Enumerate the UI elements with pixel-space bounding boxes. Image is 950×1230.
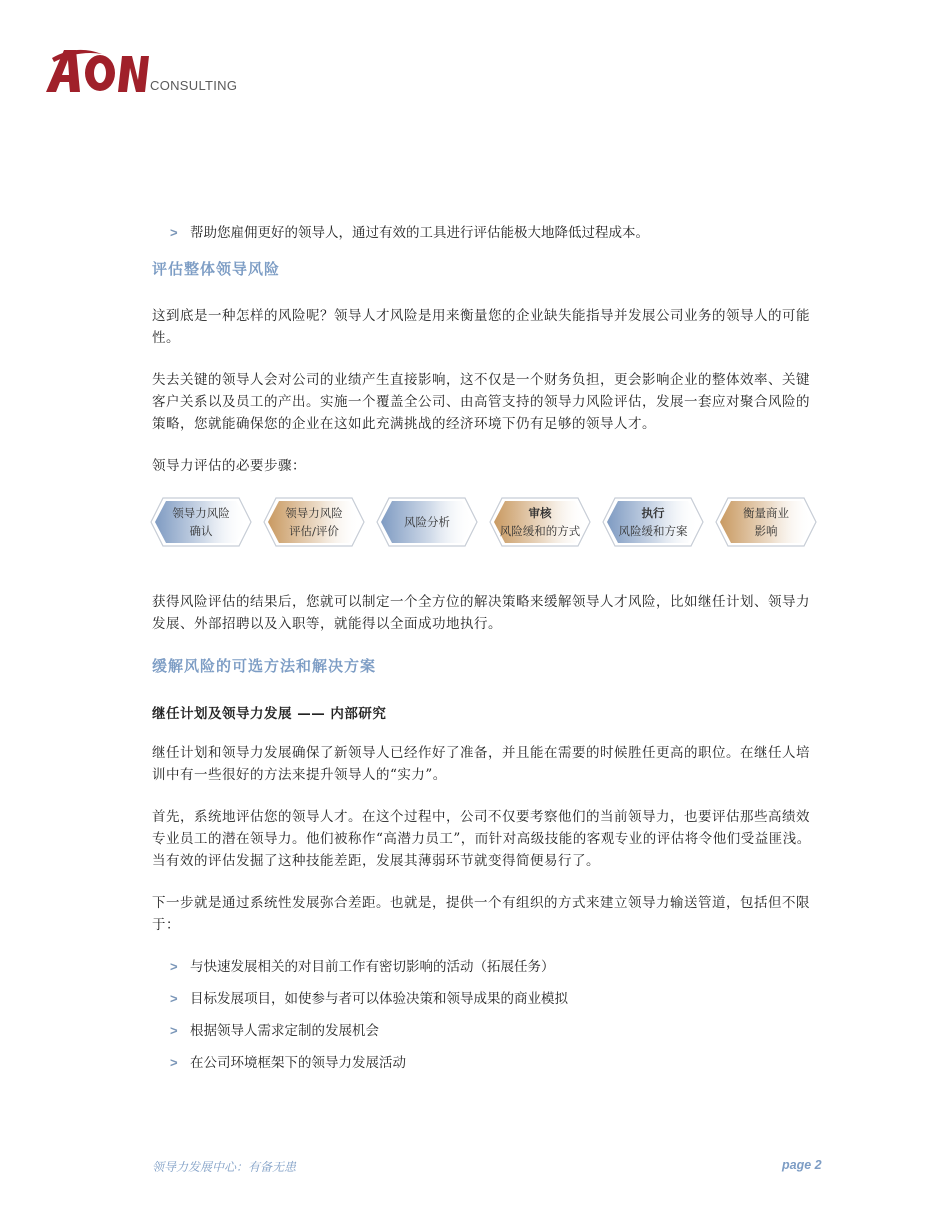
paragraph-steps-intro: 领导力评估的必要步骤： bbox=[152, 458, 306, 474]
paragraph-leader-loss: 失去关键的领导人会对公司的业绩产生直接影响，这不仅是一个财务负担，更会影响企业的整体效率、关键客户关系以及员工的产出。实施一个覆盖全公司、由高管支持的领导力风险评估，发展一套应对聚合风险的策略，您就能确保您的企业在这如此充满挑战的经济环境下仍有足够的领导人才。 bbox=[152, 372, 810, 432]
process-step-title: 风险分析 bbox=[404, 515, 450, 529]
paragraph-succession: 继任计划和领导力发展确保了新领导人已经作好了准备，并且能在需要的时候胜任更高的职位。在继任人培训中有一些很好的方法来提升领导人的“实力”。 bbox=[152, 745, 810, 783]
process-step-title: 领导力风险 bbox=[285, 506, 343, 520]
logo-consulting-text: CONSULTING bbox=[150, 78, 238, 93]
list-item bbox=[152, 956, 822, 978]
process-steps-diagram bbox=[150, 497, 840, 553]
process-step-label bbox=[715, 497, 817, 547]
process-step-title: 审核 bbox=[528, 506, 552, 520]
chevron-right-icon: > bbox=[170, 1055, 178, 1070]
aon-logo-mark bbox=[46, 46, 150, 94]
intro-bullet bbox=[152, 222, 822, 244]
process-step-label bbox=[602, 497, 704, 547]
process-step bbox=[376, 497, 478, 547]
process-step-subtitle: 影响 bbox=[754, 524, 778, 538]
chevron-right-icon: > bbox=[170, 1023, 178, 1038]
process-step bbox=[263, 497, 365, 547]
process-step-title: 领导力风险 bbox=[172, 506, 230, 520]
process-step-subtitle: 风险缓和方案 bbox=[618, 524, 688, 538]
process-step bbox=[715, 497, 817, 547]
page-number: page 2 bbox=[782, 1158, 822, 1172]
process-step-subtitle: 确认 bbox=[189, 524, 213, 538]
section-heading-assess-risk: 评估整体领导风险 bbox=[152, 260, 281, 278]
page-content bbox=[152, 222, 822, 1084]
intro-bullet-text: 帮助您雇佣更好的领导人，通过有效的工具进行评估能极大地降低过程成本。 bbox=[190, 225, 649, 241]
process-step-title: 执行 bbox=[641, 506, 665, 520]
process-step bbox=[150, 497, 252, 547]
paragraph-systematic-assessment: 首先，系统地评估您的领导人才。在这个过程中，公司不仅要考察他们的当前领导力，也要评估那些高绩效专业员工的潜在领导力。他们被称作“高潜力员工”，而针对高级技能的客观专业的评估将令他们受益匪浅。当有效的评估发掘了这种技能差距，发展其薄弱环节就变得简便易行了。 bbox=[152, 809, 811, 869]
development-bullet-list bbox=[152, 956, 822, 1074]
process-step-label bbox=[150, 497, 252, 547]
process-step bbox=[489, 497, 591, 547]
paragraph-after-assessment: 获得风险评估的结果后，您就可以制定一个全方位的解决策略来缓解领导人才风险，比如继任计划、领导力发展、外部招聘以及入职等，就能得以全面成功地执行。 bbox=[152, 594, 810, 632]
process-step-subtitle: 风险缓和的方式 bbox=[499, 524, 581, 538]
list-item bbox=[152, 1052, 822, 1074]
process-step-label bbox=[263, 497, 365, 547]
paragraph-risk-definition: 这到底是一种怎样的风险呢？领导人才风险是用来衡量您的企业缺失能指导并发展公司业务的领导人的可能性。 bbox=[152, 308, 810, 346]
aon-consulting-logo bbox=[46, 46, 238, 94]
chevron-right-icon: > bbox=[170, 991, 178, 1006]
list-item-text: 目标发展项目，如使参与者可以体验决策和领导成果的商业模拟 bbox=[190, 991, 568, 1007]
subheading-succession: 继任计划及领导力发展 —— 内部研究 bbox=[152, 706, 387, 722]
list-item-text: 根据领导人需求定制的发展机会 bbox=[190, 1023, 379, 1039]
list-item bbox=[152, 1020, 822, 1042]
process-step-label bbox=[376, 497, 478, 547]
process-step-subtitle: 评估/评价 bbox=[289, 524, 339, 538]
chevron-right-icon: > bbox=[170, 225, 178, 240]
section-heading-mitigation: 缓解风险的可选方法和解决方案 bbox=[152, 657, 377, 675]
chevron-right-icon: > bbox=[170, 959, 178, 974]
list-item-text: 与快速发展相关的对目前工作有密切影响的活动（拓展任务） bbox=[190, 959, 555, 975]
footer-title: 领导力发展中心：有备无患 bbox=[152, 1160, 297, 1174]
paragraph-next-step: 下一步就是通过系统性发展弥合差距。也就是，提供一个有组织的方式来建立领导力输送管道，包括但不限于： bbox=[152, 895, 810, 933]
list-item bbox=[152, 988, 822, 1010]
process-step-title: 衡量商业 bbox=[743, 506, 789, 520]
process-step-label bbox=[489, 497, 591, 547]
list-item-text: 在公司环境框架下的领导力发展活动 bbox=[190, 1055, 406, 1071]
process-step bbox=[602, 497, 704, 547]
